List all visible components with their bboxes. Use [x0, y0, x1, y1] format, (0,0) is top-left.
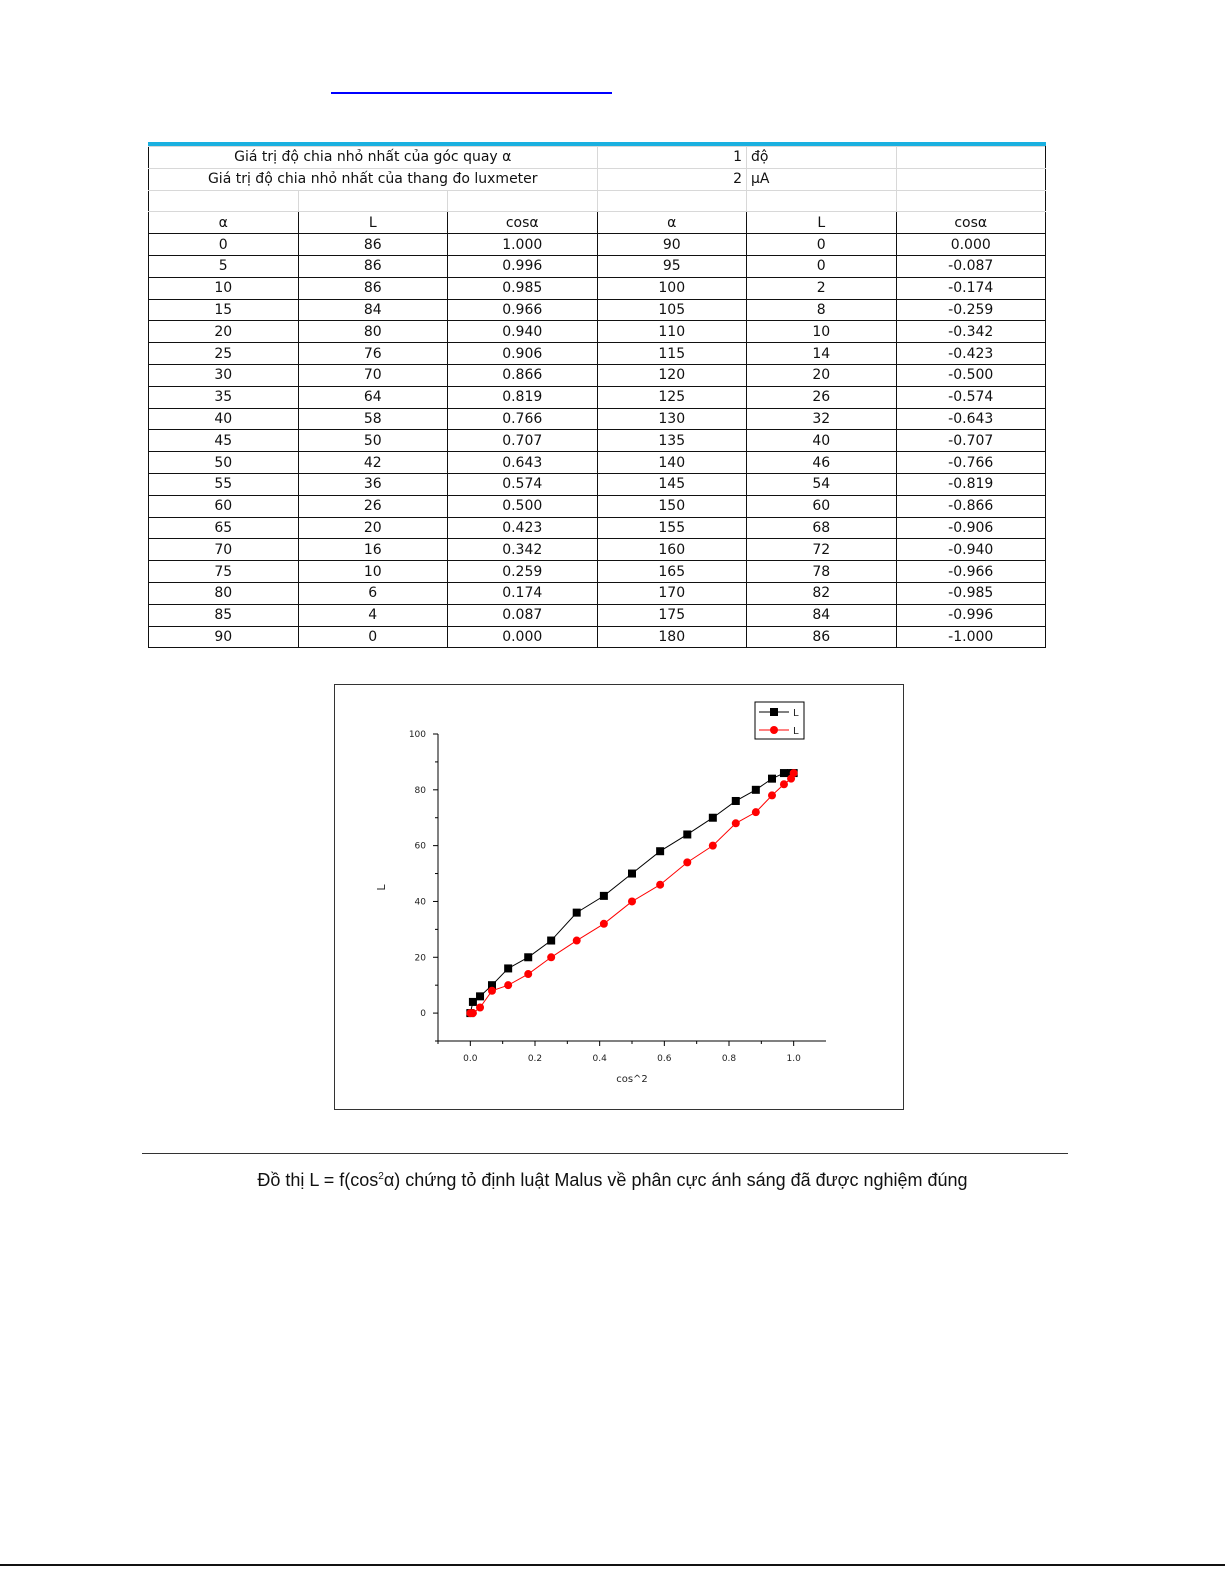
table-cell: 84	[747, 604, 897, 626]
table-row	[149, 430, 1046, 452]
table-row	[149, 452, 1046, 474]
column-header: L	[747, 212, 897, 234]
table-cell: 42	[298, 452, 448, 474]
table-row	[149, 626, 1046, 648]
table-cell: 0.643	[448, 452, 598, 474]
table-cell: 145	[597, 473, 747, 495]
table-cell: 0	[747, 255, 897, 277]
table-cell: -0.819	[896, 473, 1046, 495]
table-cell: 0.000	[896, 234, 1046, 256]
table-cell: 84	[298, 299, 448, 321]
table-cell: 0.342	[448, 539, 598, 561]
table-cell: -0.966	[896, 561, 1046, 583]
table-row	[149, 321, 1046, 343]
table-cell: -0.500	[896, 364, 1046, 386]
data-point-circle	[469, 1009, 477, 1017]
table-cell: 20	[149, 321, 299, 343]
empty-cell	[896, 147, 1046, 169]
table-cell: 70	[298, 364, 448, 386]
empty-cell	[298, 190, 448, 212]
table-cell: 0.940	[448, 321, 598, 343]
data-point-circle	[476, 1004, 484, 1012]
table-cell: 105	[597, 299, 747, 321]
table-cell: 25	[149, 343, 299, 365]
table-cell: 0.423	[448, 517, 598, 539]
table-cell: 0.707	[448, 430, 598, 452]
table-cell: 0.766	[448, 408, 598, 430]
table-cell: 2	[747, 277, 897, 299]
x-tick-label: 0.2	[527, 1054, 543, 1064]
table-cell: 130	[597, 408, 747, 430]
table-cell: -0.985	[896, 582, 1046, 604]
data-point-circle	[709, 842, 717, 850]
x-axis-label: cos^2	[616, 1074, 648, 1085]
data-point-square	[524, 953, 532, 961]
info-label: Giá trị độ chia nhỏ nhất của thang đo luxmeter	[149, 168, 598, 190]
table-cell: 72	[747, 539, 897, 561]
table-cell: -0.996	[896, 604, 1046, 626]
x-tick-label: 0.4	[592, 1054, 607, 1064]
table-cell: 160	[597, 539, 747, 561]
table-cell: 40	[149, 408, 299, 430]
table-cell: 54	[747, 473, 897, 495]
table-cell: 32	[747, 408, 897, 430]
table-cell: 78	[747, 561, 897, 583]
data-point-square	[573, 909, 581, 917]
caption-sup: 2	[378, 1171, 384, 1182]
table-row	[149, 234, 1046, 256]
table-cell: 68	[747, 517, 897, 539]
page-bottom-rule	[0, 1564, 1225, 1566]
table-cell: 0	[149, 234, 299, 256]
table-cell: 86	[298, 277, 448, 299]
table-cell: 26	[298, 495, 448, 517]
empty-cell	[448, 190, 598, 212]
table-row	[149, 517, 1046, 539]
table-cell: 10	[747, 321, 897, 343]
table-cell: 0.000	[448, 626, 598, 648]
table-cell: 30	[149, 364, 299, 386]
series-line-0	[470, 773, 793, 1013]
table-cell: 46	[747, 452, 897, 474]
table-cell: 82	[747, 582, 897, 604]
table-cell: 1.000	[448, 234, 598, 256]
data-point-square	[683, 830, 691, 838]
data-point-square	[600, 892, 608, 900]
table-cell: 175	[597, 604, 747, 626]
table-cell: 125	[597, 386, 747, 408]
table-row	[149, 299, 1046, 321]
y-axis-label: L	[375, 884, 388, 891]
x-tick-label: 0.0	[463, 1054, 478, 1064]
table-cell: 86	[747, 626, 897, 648]
divider	[142, 1153, 1068, 1154]
y-tick-label: 80	[414, 785, 426, 796]
table-cell: 100	[597, 277, 747, 299]
table-row	[149, 277, 1046, 299]
data-point-circle	[628, 897, 636, 905]
data-point-square	[476, 992, 484, 1000]
header-row	[149, 212, 1046, 234]
data-point-square	[504, 964, 512, 972]
table-cell: 60	[149, 495, 299, 517]
data-point-square	[752, 786, 760, 794]
table-cell: 0.174	[448, 582, 598, 604]
data-point-circle	[732, 819, 740, 827]
table-cell: -0.643	[896, 408, 1046, 430]
table-cell: 0	[298, 626, 448, 648]
table-cell: 20	[747, 364, 897, 386]
table-cell: 0.866	[448, 364, 598, 386]
empty-cell	[896, 190, 1046, 212]
table-cell: 80	[298, 321, 448, 343]
table-cell: 140	[597, 452, 747, 474]
table-cell: 0.985	[448, 277, 598, 299]
table-cell: 15	[149, 299, 299, 321]
table-cell: -0.866	[896, 495, 1046, 517]
data-point-circle	[752, 808, 760, 816]
table-cell: -0.342	[896, 321, 1046, 343]
table-cell: 60	[747, 495, 897, 517]
table-cell: 70	[149, 539, 299, 561]
measurement-table	[148, 146, 1046, 648]
x-tick-label: 0.6	[657, 1054, 672, 1064]
table-cell: -0.259	[896, 299, 1046, 321]
table-row	[149, 604, 1046, 626]
table-cell: 0.819	[448, 386, 598, 408]
table-cell: 86	[298, 255, 448, 277]
table-cell: 10	[298, 561, 448, 583]
y-tick-label: 40	[414, 897, 426, 908]
blank-row	[149, 190, 1046, 212]
table-cell: 85	[149, 604, 299, 626]
table-cell: 4	[298, 604, 448, 626]
data-point-square	[469, 998, 477, 1006]
table-cell: 55	[149, 473, 299, 495]
table-row	[149, 364, 1046, 386]
data-point-circle	[547, 953, 555, 961]
y-tick-label: 20	[414, 953, 426, 964]
table-row	[149, 495, 1046, 517]
table-cell: -0.174	[896, 277, 1046, 299]
data-point-circle	[780, 780, 788, 788]
table-cell: -0.906	[896, 517, 1046, 539]
table-cell: 10	[149, 277, 299, 299]
data-point-circle	[488, 987, 496, 995]
column-header: cosα	[448, 212, 598, 234]
data-point-square	[656, 847, 664, 855]
caption-text-end: α) chứng tỏ định luật Malus về phân cực ánh sáng đã được nghiệm đúng	[383, 1170, 968, 1190]
table-cell: 8	[747, 299, 897, 321]
table-cell: -0.087	[896, 255, 1046, 277]
table-cell: 80	[149, 582, 299, 604]
empty-cell	[896, 168, 1046, 190]
data-point-square	[709, 814, 717, 822]
data-point-circle	[683, 858, 691, 866]
table-cell: 120	[597, 364, 747, 386]
table-row	[149, 408, 1046, 430]
table-cell: 0.259	[448, 561, 598, 583]
table-cell: 0.996	[448, 255, 598, 277]
table-cell: -1.000	[896, 626, 1046, 648]
data-point-square	[732, 797, 740, 805]
table-cell: 20	[298, 517, 448, 539]
empty-cell	[747, 190, 897, 212]
table-row	[149, 561, 1046, 583]
table-cell: 14	[747, 343, 897, 365]
data-point-square	[768, 775, 776, 783]
info-row	[149, 147, 1046, 169]
legend-marker	[770, 726, 778, 734]
table-cell: 180	[597, 626, 747, 648]
legend-label: L	[793, 726, 799, 737]
table-cell: 115	[597, 343, 747, 365]
column-header: α	[149, 212, 299, 234]
table-cell: 135	[597, 430, 747, 452]
info-value: 2	[597, 168, 747, 190]
y-tick-label: 60	[414, 841, 426, 852]
info-row	[149, 168, 1046, 190]
table-cell: 26	[747, 386, 897, 408]
x-tick-label: 1.0	[786, 1054, 801, 1064]
table-cell: -0.766	[896, 452, 1046, 474]
column-header: α	[597, 212, 747, 234]
table-cell: 16	[298, 539, 448, 561]
table-cell: 90	[149, 626, 299, 648]
table-cell: 86	[298, 234, 448, 256]
info-unit: μA	[747, 168, 897, 190]
table-cell: 65	[149, 517, 299, 539]
table-cell: 45	[149, 430, 299, 452]
table-cell: -0.707	[896, 430, 1046, 452]
series-line-1	[470, 773, 793, 1013]
data-point-circle	[656, 881, 664, 889]
table-cell: 50	[298, 430, 448, 452]
table-cell: -0.423	[896, 343, 1046, 365]
chart-frame	[334, 684, 904, 1110]
data-point-circle	[768, 791, 776, 799]
legend-marker	[770, 708, 778, 716]
table-cell: 76	[298, 343, 448, 365]
table-cell: 0.906	[448, 343, 598, 365]
table-cell: 95	[597, 255, 747, 277]
table-cell: -0.940	[896, 539, 1046, 561]
table-cell: -0.574	[896, 386, 1046, 408]
column-header: cosα	[896, 212, 1046, 234]
table-cell: 170	[597, 582, 747, 604]
table-cell: 50	[149, 452, 299, 474]
table-cell: 110	[597, 321, 747, 343]
info-label: Giá trị độ chia nhỏ nhất của góc quay α	[149, 147, 598, 169]
table-cell: 35	[149, 386, 299, 408]
table-cell: 5	[149, 255, 299, 277]
table-row	[149, 343, 1046, 365]
table-cell: 155	[597, 517, 747, 539]
table-cell: 36	[298, 473, 448, 495]
data-point-circle	[504, 981, 512, 989]
x-tick-label: 0.8	[721, 1054, 737, 1064]
malus-chart	[335, 685, 902, 1108]
legend-label: L	[793, 708, 799, 719]
table-cell: 58	[298, 408, 448, 430]
data-point-circle	[573, 937, 581, 945]
info-unit: độ	[747, 147, 897, 169]
table-row	[149, 255, 1046, 277]
table-cell: 0.087	[448, 604, 598, 626]
table-cell: 6	[298, 582, 448, 604]
table-cell: 0	[747, 234, 897, 256]
hyperlink-underline[interactable]	[331, 92, 612, 94]
table-cell: 165	[597, 561, 747, 583]
table-row	[149, 473, 1046, 495]
table-cell: 0.966	[448, 299, 598, 321]
column-header: L	[298, 212, 448, 234]
empty-cell	[149, 190, 299, 212]
table-row	[149, 539, 1046, 561]
table-row	[149, 582, 1046, 604]
data-point-circle	[600, 920, 608, 928]
table-row	[149, 386, 1046, 408]
y-tick-label: 100	[408, 730, 426, 740]
data-point-square	[628, 870, 636, 878]
info-value: 1	[597, 147, 747, 169]
table-cell: 150	[597, 495, 747, 517]
empty-cell	[597, 190, 747, 212]
table-cell: 40	[747, 430, 897, 452]
caption-text: Đồ thị L = f(cos	[257, 1170, 379, 1190]
data-point-square	[780, 769, 788, 777]
data-point-circle	[790, 769, 798, 777]
table-cell: 90	[597, 234, 747, 256]
table-cell: 0.500	[448, 495, 598, 517]
caption	[0, 1170, 1225, 1191]
y-tick-label: 0	[420, 1009, 426, 1020]
table-cell: 64	[298, 386, 448, 408]
table-cell: 0.574	[448, 473, 598, 495]
data-point-circle	[524, 970, 532, 978]
table-cell: 75	[149, 561, 299, 583]
data-point-square	[547, 937, 555, 945]
